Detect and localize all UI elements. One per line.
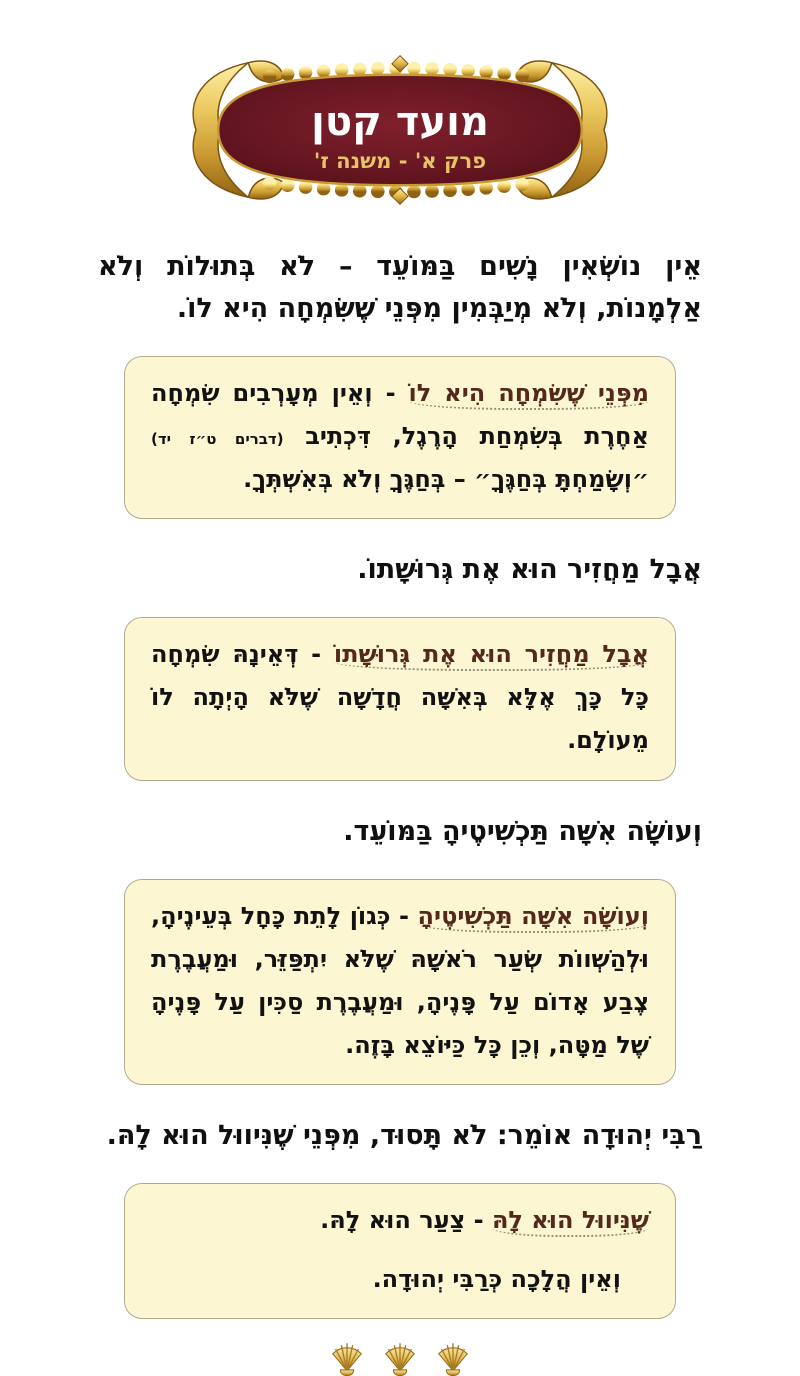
section-2 xyxy=(0,549,800,780)
commentary-lead-phrase: שֶׁנִּיווּל הוּא לָהּ xyxy=(492,1206,649,1237)
commentary-text xyxy=(151,633,649,763)
commentary-lead-phrase: אֲבָל מַחֲזִיר הוּא אֶת גְּרוּשָׁתוֹ xyxy=(334,640,649,671)
commentary-box xyxy=(124,1183,676,1319)
commentary-halacha-note: וְאֵין הֲלָכָה כְּרַבִּי יְהוּדָה. xyxy=(372,1265,621,1294)
section-3 xyxy=(0,811,800,1086)
commentary-text xyxy=(151,1199,649,1242)
commentary-box xyxy=(124,356,676,520)
commentary-body: - דְּאֵינָהּ שִׂמְחָה כָּל כָּךְ אֶלָּא בְּאִשָּׁה חֲדָשָׁה שֶׁלֹּא הָיְתָה לוֹ מֵעוֹלָם. xyxy=(151,640,649,755)
page-title: מועד קטן xyxy=(311,99,489,146)
shell-icon xyxy=(381,1341,419,1376)
commentary-text xyxy=(151,372,649,502)
mishnah-text: וְעוֹשָׂה אִשָּׁה תַּכְשִׁיטֶיהָ בַּמּוֹעֵד. xyxy=(343,815,702,847)
mishnah-text: רַבִּי יְהוּדָה אוֹמֵר: לֹא תָּסוּד, מִפְּנֵי שֶׁנִּיווּל הוּא לָהּ. xyxy=(106,1120,702,1152)
commentary-body: - כְּגוֹן לָתֵת כָּחָל בְּעֵינֶיהָ, וּלְהַשְׁווֹת שְׂעַר רֹאשָׁהּ שֶׁלֹּא יִתְפַּזֵּר, וּמַעֲבֶרֶת צֶבַע אָדוֹם עַל פָּנֶיהָ, וּמַעֲבֶרֶת סַכִּין עַל פָּנֶיהָ שֶׁל מַטָּה, וְכֵן כָּל כַּיּוֹצֵא בָּזֶה. xyxy=(151,901,649,1060)
torah-citation: (דברים ט״ז יד) xyxy=(151,429,284,448)
section-1 xyxy=(0,246,800,519)
commentary-box xyxy=(124,879,676,1086)
commentary-box xyxy=(124,617,676,781)
shell-icon xyxy=(434,1341,472,1376)
mishnah-text: אֲבָל מַחֲזִיר הוּא אֶת גְּרוּשָׁתוֹ. xyxy=(357,554,702,586)
header-banner xyxy=(0,0,800,206)
footer-ornament xyxy=(0,1341,800,1376)
commentary-text xyxy=(151,895,649,1068)
section-4 xyxy=(0,1115,800,1319)
mishnah-text: אֵין נוֹשְׂאִין נָשִׁים בַּמּוֹעֵד – לֹא בְּתוּלוֹת וְלֹא אַלְמָנוֹת, וְלֹא מְיַבְּמִין מִפְּנֵי שֶׁשִּׂמְחָה הִיא לוֹ. xyxy=(98,251,702,324)
gold-scroll-banner-icon xyxy=(184,54,616,206)
commentary-lead-phrase: וְעוֹשָׂה אִשָּׁה תַּכְשִׁיטֶיהָ xyxy=(418,902,649,933)
commentary-body: - וְאֵין מְעָרְבִים שִׂמְחָה אַחֶרֶת בְּשִׂמְחַת הָרֶגֶל, דִּכְתִיב xyxy=(151,378,649,450)
commentary-lead-phrase: מִפְּנֵי שֶׁשִּׂמְחָה הִיא לוֹ xyxy=(409,379,649,410)
commentary-body-continued: ״וְשָׂמַחְתָּ בְּחַגֶּךָ״ – בְּחַגֶּךָ וְלֹא בְּאִשְׁתְּךָ. xyxy=(243,465,649,494)
commentary-body: - צַעַר הוּא לָהּ. xyxy=(320,1206,492,1235)
page-subtitle: פרק א' - משנה ז' xyxy=(313,148,487,174)
shell-icon xyxy=(328,1341,366,1376)
